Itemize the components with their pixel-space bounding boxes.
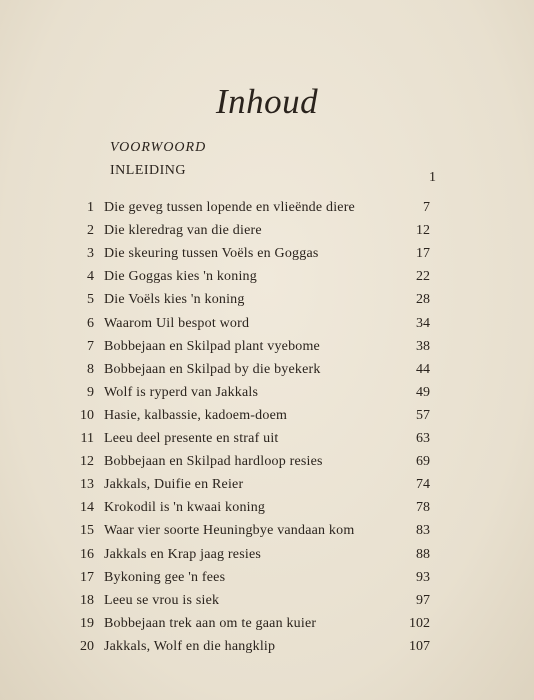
chapter-title: Bobbejaan trek aan om te gaan kuier bbox=[104, 615, 317, 631]
contents-entry bbox=[0, 360, 534, 382]
chapter-number: 4 bbox=[87, 269, 94, 285]
chapter-number: 14 bbox=[80, 500, 94, 516]
chapter-title: Bobbejaan en Skilpad plant vyebome bbox=[104, 338, 320, 354]
chapter-number: 7 bbox=[87, 338, 94, 354]
voorwoord-heading: VOORWOORD bbox=[110, 140, 207, 155]
chapter-number: 16 bbox=[80, 546, 94, 562]
chapter-number: 10 bbox=[80, 407, 94, 423]
chapter-page-number: 28 bbox=[416, 292, 430, 308]
chapter-title: Die geveg tussen lopende en vlieënde diere bbox=[104, 200, 355, 215]
contents-entry bbox=[0, 637, 534, 659]
chapter-number: 19 bbox=[80, 615, 94, 631]
chapter-number: 3 bbox=[87, 246, 94, 262]
chapter-page-number: 63 bbox=[416, 431, 430, 446]
page-title: Inhoud bbox=[215, 82, 319, 121]
chapter-number: 20 bbox=[80, 638, 94, 654]
chapter-page-number: 93 bbox=[416, 569, 430, 585]
chapter-number: 5 bbox=[87, 292, 94, 308]
chapter-title: Waar vier soorte Heuningbye vandaan kom bbox=[104, 523, 355, 539]
chapter-page-number: 78 bbox=[416, 500, 430, 516]
contents-entry bbox=[0, 314, 534, 336]
chapter-title: Die Voëls kies 'n koning bbox=[104, 292, 245, 308]
contents-entry bbox=[0, 198, 534, 220]
chapter-number: 6 bbox=[87, 315, 94, 331]
chapter-title: Hasie, kalbassie, kadoem-doem bbox=[104, 407, 288, 423]
contents-entry bbox=[0, 290, 534, 312]
contents-entry bbox=[0, 521, 534, 543]
chapter-page-number: 88 bbox=[416, 546, 430, 562]
chapter-page-number: 107 bbox=[409, 638, 430, 654]
contents-entry bbox=[0, 452, 534, 474]
chapter-title: Bobbejaan en Skilpad by die byekerk bbox=[104, 361, 321, 377]
chapter-page-number: 44 bbox=[416, 361, 430, 377]
contents-entry bbox=[0, 498, 534, 520]
chapter-title: Leeu se vrou is siek bbox=[104, 592, 220, 608]
chapter-title: Krokodil is 'n kwaai koning bbox=[104, 500, 266, 516]
chapter-page-number: 17 bbox=[416, 246, 430, 262]
chapter-page-number: 38 bbox=[416, 338, 430, 354]
chapter-page-number: 69 bbox=[416, 454, 430, 470]
chapter-title: Bobbejaan en Skilpad hardloop resies bbox=[104, 454, 323, 470]
chapter-page-number: 12 bbox=[416, 223, 430, 239]
chapter-page-number: 57 bbox=[416, 407, 430, 423]
chapter-page-number: 102 bbox=[409, 615, 430, 631]
chapter-title: Die kleredrag van die diere bbox=[104, 223, 262, 239]
chapter-page-number: 83 bbox=[416, 523, 430, 539]
chapter-title: Waarom Uil bespot word bbox=[104, 315, 250, 331]
chapter-number: 18 bbox=[80, 592, 94, 608]
chapter-title: Leeu deel presente en straf uit bbox=[104, 431, 279, 446]
chapter-page-number: 7 bbox=[423, 200, 430, 215]
chapter-page-number: 22 bbox=[416, 269, 430, 285]
contents-entry bbox=[0, 267, 534, 289]
chapter-number: 8 bbox=[87, 361, 94, 377]
contents-entry bbox=[0, 429, 534, 451]
contents-entry bbox=[0, 221, 534, 243]
chapter-title: Bykoning gee 'n fees bbox=[104, 569, 226, 585]
chapter-number: 9 bbox=[87, 384, 94, 400]
chapter-title: Jakkals en Krap jaag resies bbox=[104, 546, 262, 562]
chapter-page-number: 97 bbox=[416, 592, 430, 608]
chapter-number: 11 bbox=[80, 431, 94, 446]
chapter-number: 1 bbox=[87, 200, 94, 215]
chapter-number: 2 bbox=[87, 223, 94, 239]
contents-entry bbox=[0, 614, 534, 636]
chapter-number: 13 bbox=[80, 477, 94, 493]
contents-entry bbox=[0, 337, 534, 359]
contents-entry bbox=[0, 545, 534, 567]
chapter-page-number: 49 bbox=[416, 384, 430, 400]
contents-entry bbox=[0, 591, 534, 613]
contents-entry bbox=[0, 475, 534, 497]
contents-entry bbox=[0, 383, 534, 405]
inleiding-page-number: 1 bbox=[429, 170, 436, 185]
chapter-number: 15 bbox=[80, 523, 94, 539]
chapter-title: Die skeuring tussen Voëls en Goggas bbox=[104, 246, 319, 262]
chapter-number: 17 bbox=[80, 569, 94, 585]
contents-entry bbox=[0, 244, 534, 266]
contents-entry bbox=[0, 568, 534, 590]
chapter-title: Jakkals, Wolf en die hangklip bbox=[104, 638, 276, 654]
chapter-number: 12 bbox=[80, 454, 94, 470]
chapter-title: Jakkals, Duifie en Reier bbox=[104, 477, 244, 493]
chapter-title: Die Goggas kies 'n koning bbox=[104, 269, 257, 285]
inleiding-heading: INLEIDING bbox=[110, 163, 187, 178]
contents-entry bbox=[0, 406, 534, 428]
chapter-page-number: 34 bbox=[416, 315, 430, 331]
chapter-page-number: 74 bbox=[416, 477, 430, 493]
chapter-title: Wolf is ryperd van Jakkals bbox=[104, 384, 259, 400]
